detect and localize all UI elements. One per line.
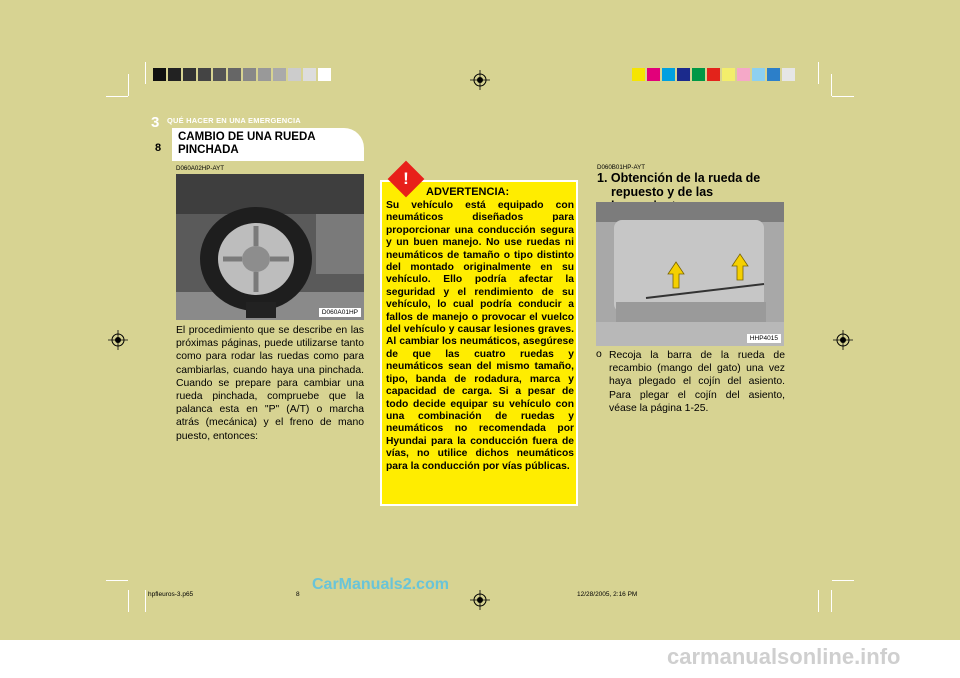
crop-mark bbox=[832, 580, 854, 581]
warning-text: Su vehículo está equipado con neumáticos diseñados para proporcionar una conducción segura y un buen manejo. No use ruedas ni neumáticos de tamaño o tipo distinto del montado originalmente en su vehículo. Ello podría afectar la seguridad y el rendimiento de su vehículo, lo cual podría conducir a fallos de manejo o provocar el vuelco del vehículo y causar lesiones graves. Al cambiar los neumáticos, asegúrese de que las cuatro ruedas y neumáticos sean del mismo tamaño, tipo, banda de rodadura, marca y capacidad de carga. Si a pesar de todo decide equipar su vehículo con una combinación de ruedas y neumáticos no recomendada por Hyundai para la conducción fuera de vías, no utilice dichos neumáticos para la conducción por vías públicas. bbox=[386, 200, 574, 472]
crop-mark bbox=[128, 590, 129, 612]
instruction-text: Recoja la barra de la rueda de recambio (mango del gato) una vez haya plegado el cojín del asiento. Para plegar el cojín del asiento, véase la página 1-25. bbox=[609, 350, 785, 414]
watermark-carmanualsonline: carmanualsonline.info bbox=[667, 644, 901, 669]
crop-mark bbox=[106, 96, 128, 97]
crop-mark bbox=[832, 96, 854, 97]
crop-mark bbox=[818, 590, 819, 612]
wheel-illustration bbox=[176, 174, 364, 320]
warning-symbol: ! bbox=[403, 169, 409, 188]
registration-mark-icon bbox=[470, 70, 490, 90]
crop-mark bbox=[106, 580, 128, 581]
heading-line: repuesto y de las bbox=[611, 185, 714, 199]
registration-mark-icon bbox=[108, 330, 128, 350]
section-title: CAMBIO DE UNA RUEDA PINCHADA bbox=[178, 131, 316, 156]
seat-illustration bbox=[596, 202, 784, 346]
watermark-carmanuals: CarManuals2.com bbox=[312, 576, 449, 593]
heading-line: 1. Obtención de la rueda de bbox=[597, 171, 761, 185]
grayscale-bar bbox=[153, 68, 333, 81]
image-label: D060A01HP bbox=[319, 308, 361, 317]
footer-page: 8 bbox=[296, 591, 300, 598]
bullet-marker: o bbox=[596, 349, 602, 360]
tire-photo bbox=[176, 174, 364, 320]
footer-filename: hpfleuros-3.p65 bbox=[148, 591, 194, 598]
crop-mark bbox=[145, 590, 146, 612]
warning-title: ADVERTENCIA: bbox=[426, 186, 510, 198]
crop-mark bbox=[831, 74, 832, 96]
footer-timestamp: 12/28/2005, 2:16 PM bbox=[577, 591, 638, 598]
ref-code: D060A02HP-AYT bbox=[176, 165, 225, 172]
image-label: HHP4015 bbox=[747, 334, 781, 343]
color-bar bbox=[632, 68, 797, 81]
ref-code: D060B01HP-AYT bbox=[597, 164, 646, 171]
chapter-number: 3 bbox=[151, 114, 160, 131]
registration-mark-icon bbox=[470, 590, 490, 610]
crop-mark bbox=[128, 74, 129, 96]
crop-mark bbox=[831, 590, 832, 612]
intro-paragraph: El procedimiento que se describe en las próximas páginas, puede utilizarse tanto como para rodar las ruedas como para cambiarlas, cuando haya una pinchada. Cuando se prepare para cambiar una rueda pinchada, compruebe que la palanca esta en "P" (A/T) o marcha atrás (mecánica) y el freno de mano puesto, entonces: bbox=[176, 325, 364, 442]
seat-photo bbox=[596, 202, 784, 346]
registration-mark-icon bbox=[833, 330, 853, 350]
crop-mark bbox=[145, 62, 146, 84]
page-number: 8 bbox=[154, 142, 162, 154]
chapter-title: QUÉ HACER EN UNA EMERGENCIA bbox=[167, 116, 301, 125]
crop-mark bbox=[818, 62, 819, 84]
